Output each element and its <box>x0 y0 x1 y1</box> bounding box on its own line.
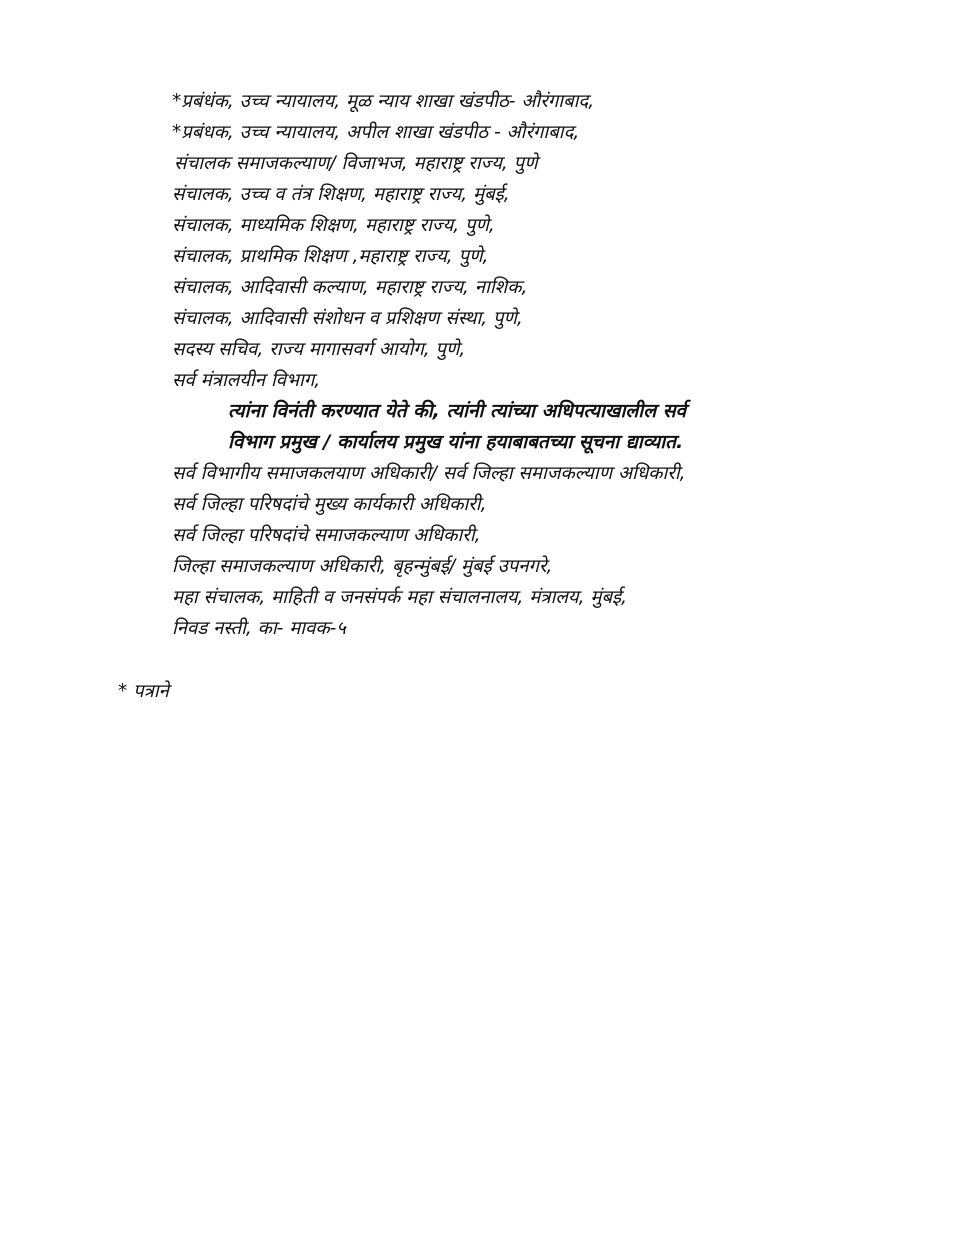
recipient-line: संचालक, आदिवासी कल्याण, महाराष्ट्र राज्य, नाशिक, <box>172 277 528 298</box>
recipient-line: सर्व जिल्हा परिषदांचे मुख्य कार्यकारी अधिकारी, <box>172 494 487 515</box>
recipient-list <box>172 86 912 644</box>
recipient-line: सर्व मंत्रालयीन विभाग, <box>172 370 321 391</box>
recipient-line: *प्रबंधंक, उच्च न्यायालय, मूळ न्याय शाखा खंडपीठ- औरंगाबाद, <box>172 91 595 112</box>
recipient-line: सदस्य सचिव, राज्य मागासवर्ग आयोग, पुणे, <box>172 339 466 360</box>
recipient-line: संचालक समाजकल्याण/ विजाभज, महाराष्ट्र राज्य, पुणे <box>174 153 538 174</box>
request-note-line: विभाग प्रमुख / कार्यालय प्रमुख यांना हयाबाबतच्या सूचना द्याव्यात. <box>228 431 684 453</box>
recipient-line: संचालक, उच्च व तंत्र शिक्षण, महाराष्ट्र राज्य, मुंबई, <box>172 184 510 205</box>
recipient-line: सर्व विभागीय समाजकलयाण अधिकारी/ सर्व जिल्हा समाजकल्याण अधिकारी, <box>172 463 686 484</box>
recipient-line: संचालक, प्राथमिक शिक्षण ,महाराष्ट्र राज्य, पुणे, <box>172 246 489 267</box>
recipient-line: *प्रबंधक, उच्च न्यायालय, अपील शाखा खंडपीठ - औरंगाबाद, <box>172 122 580 143</box>
recipient-line: महा संचालक, माहिती व जनसंपर्क महा संचालनालय, मंत्रालय, मुंबई, <box>172 587 627 608</box>
recipient-line: जिल्हा समाजकल्याण अधिकारी, बृहन्मुंबई/ मुंबई उपनगरे, <box>172 556 553 577</box>
recipient-line: संचालक, माध्यमिक शिक्षण, महाराष्ट्र राज्य, पुणे, <box>172 215 495 236</box>
footnote: * पत्राने <box>118 681 169 702</box>
recipient-line: निवड नस्ती, का- मावक-५ <box>172 618 346 639</box>
recipient-line: संचालक, आदिवासी संशोधन व प्रशिक्षण संस्था, पुणे, <box>172 308 523 329</box>
recipient-line: सर्व जिल्हा परिषदांचे समाजकल्याण अधिकारी, <box>172 525 481 546</box>
request-note-line: त्यांना विनंती करण्यात येते की, त्यांनी त्यांच्या अधिपत्याखालील सर्व <box>228 400 687 422</box>
